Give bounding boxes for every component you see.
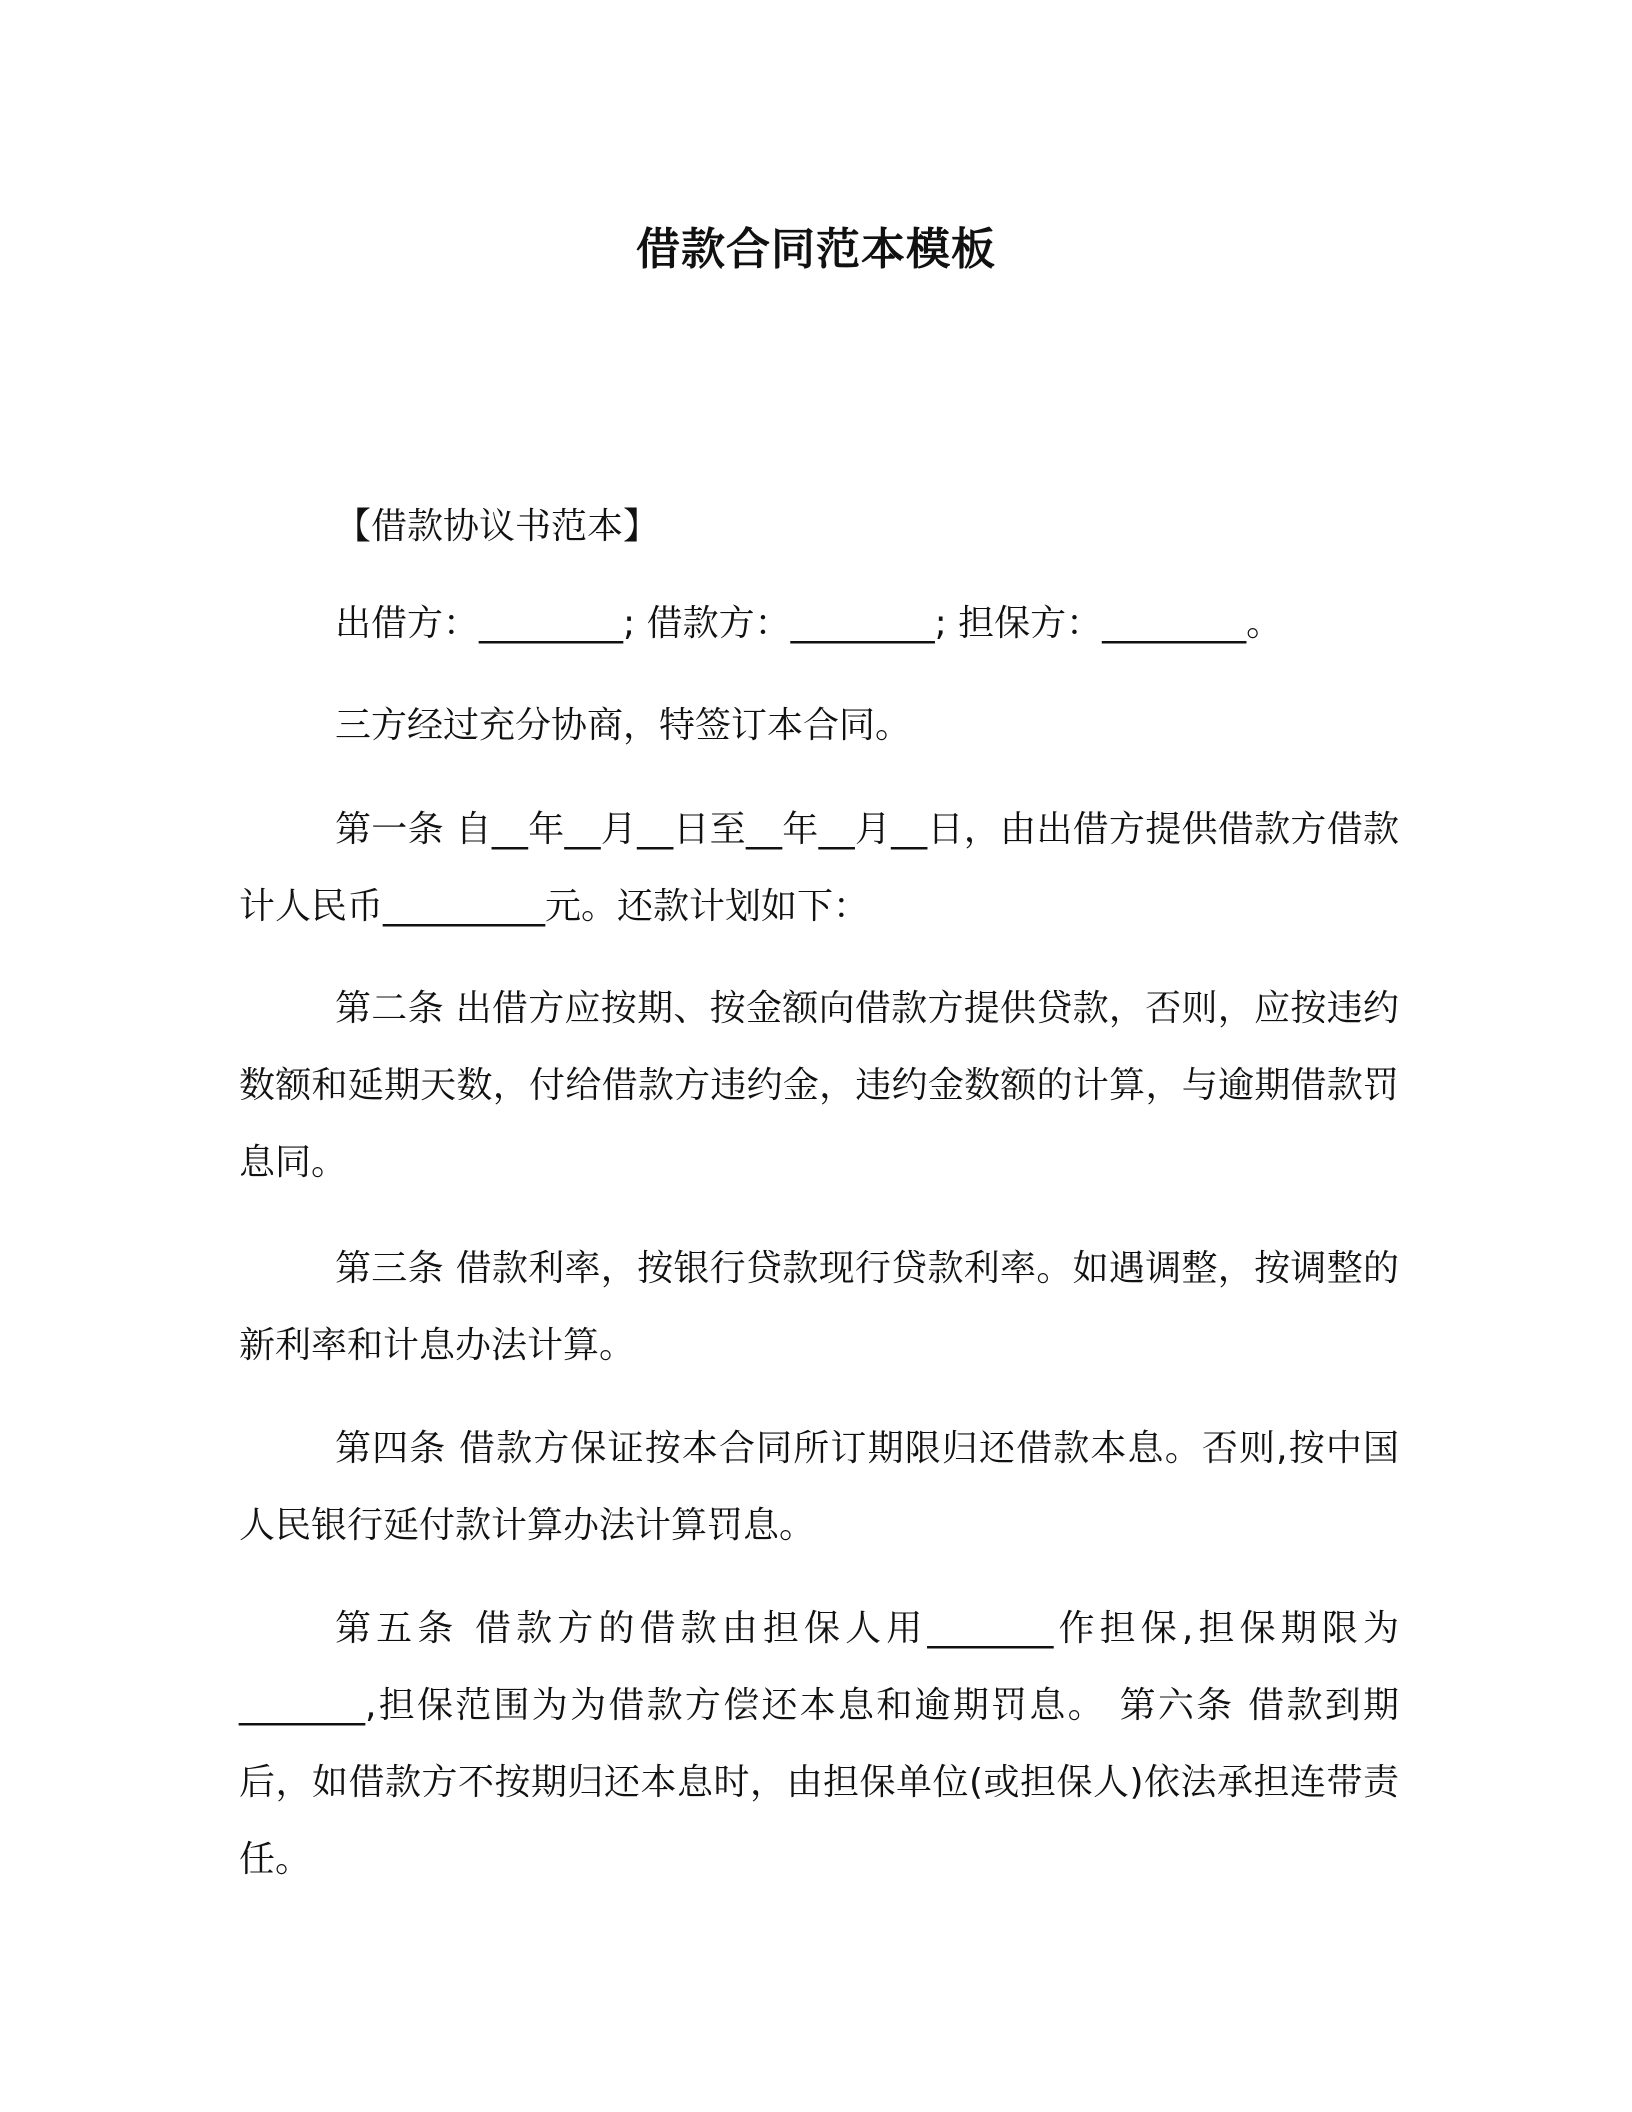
article-4-paragraph: 第四条 借款方保证按本合同所订期限归还借款本息。否则,按中国人民银行延付款计算办法计算罚息。	[239, 1428, 1399, 1546]
document-title: 借款合同范本模板	[636, 224, 996, 275]
parties-paragraph: 出借方：________; 借款方：________; 担保方：________。	[335, 603, 1283, 644]
intro-paragraph: 三方经过充分协商，特签订本合同。	[335, 705, 912, 746]
section-heading: 【借款协议书范本】	[335, 506, 660, 547]
article-2-paragraph: 第二条 出借方应按期、按金额向借款方提供贷款，否则，应按违约数额和延期天数，付给借款方违约金，违约金数额的计算，与逾期借款罚息同。	[239, 988, 1399, 1183]
article-5-paragraph: 第五条 借款方的借款由担保人用_______作担保,担保期限为_______,担保范围为为借款方偿还本息和逾期罚息。 第六条 借款到期后，如借款方不按期归还本息时，由担保单位(或担保人)依法承担连带责任。	[239, 1608, 1399, 1880]
article-1-paragraph: 第一条 自__年__月__日至__年__月__日，由出借方提供借款方借款计人民币_________元。还款计划如下：	[239, 809, 1399, 927]
article-3-paragraph: 第三条 借款利率，按银行贷款现行贷款利率。如遇调整，按调整的新利率和计息办法计算。	[239, 1248, 1399, 1366]
